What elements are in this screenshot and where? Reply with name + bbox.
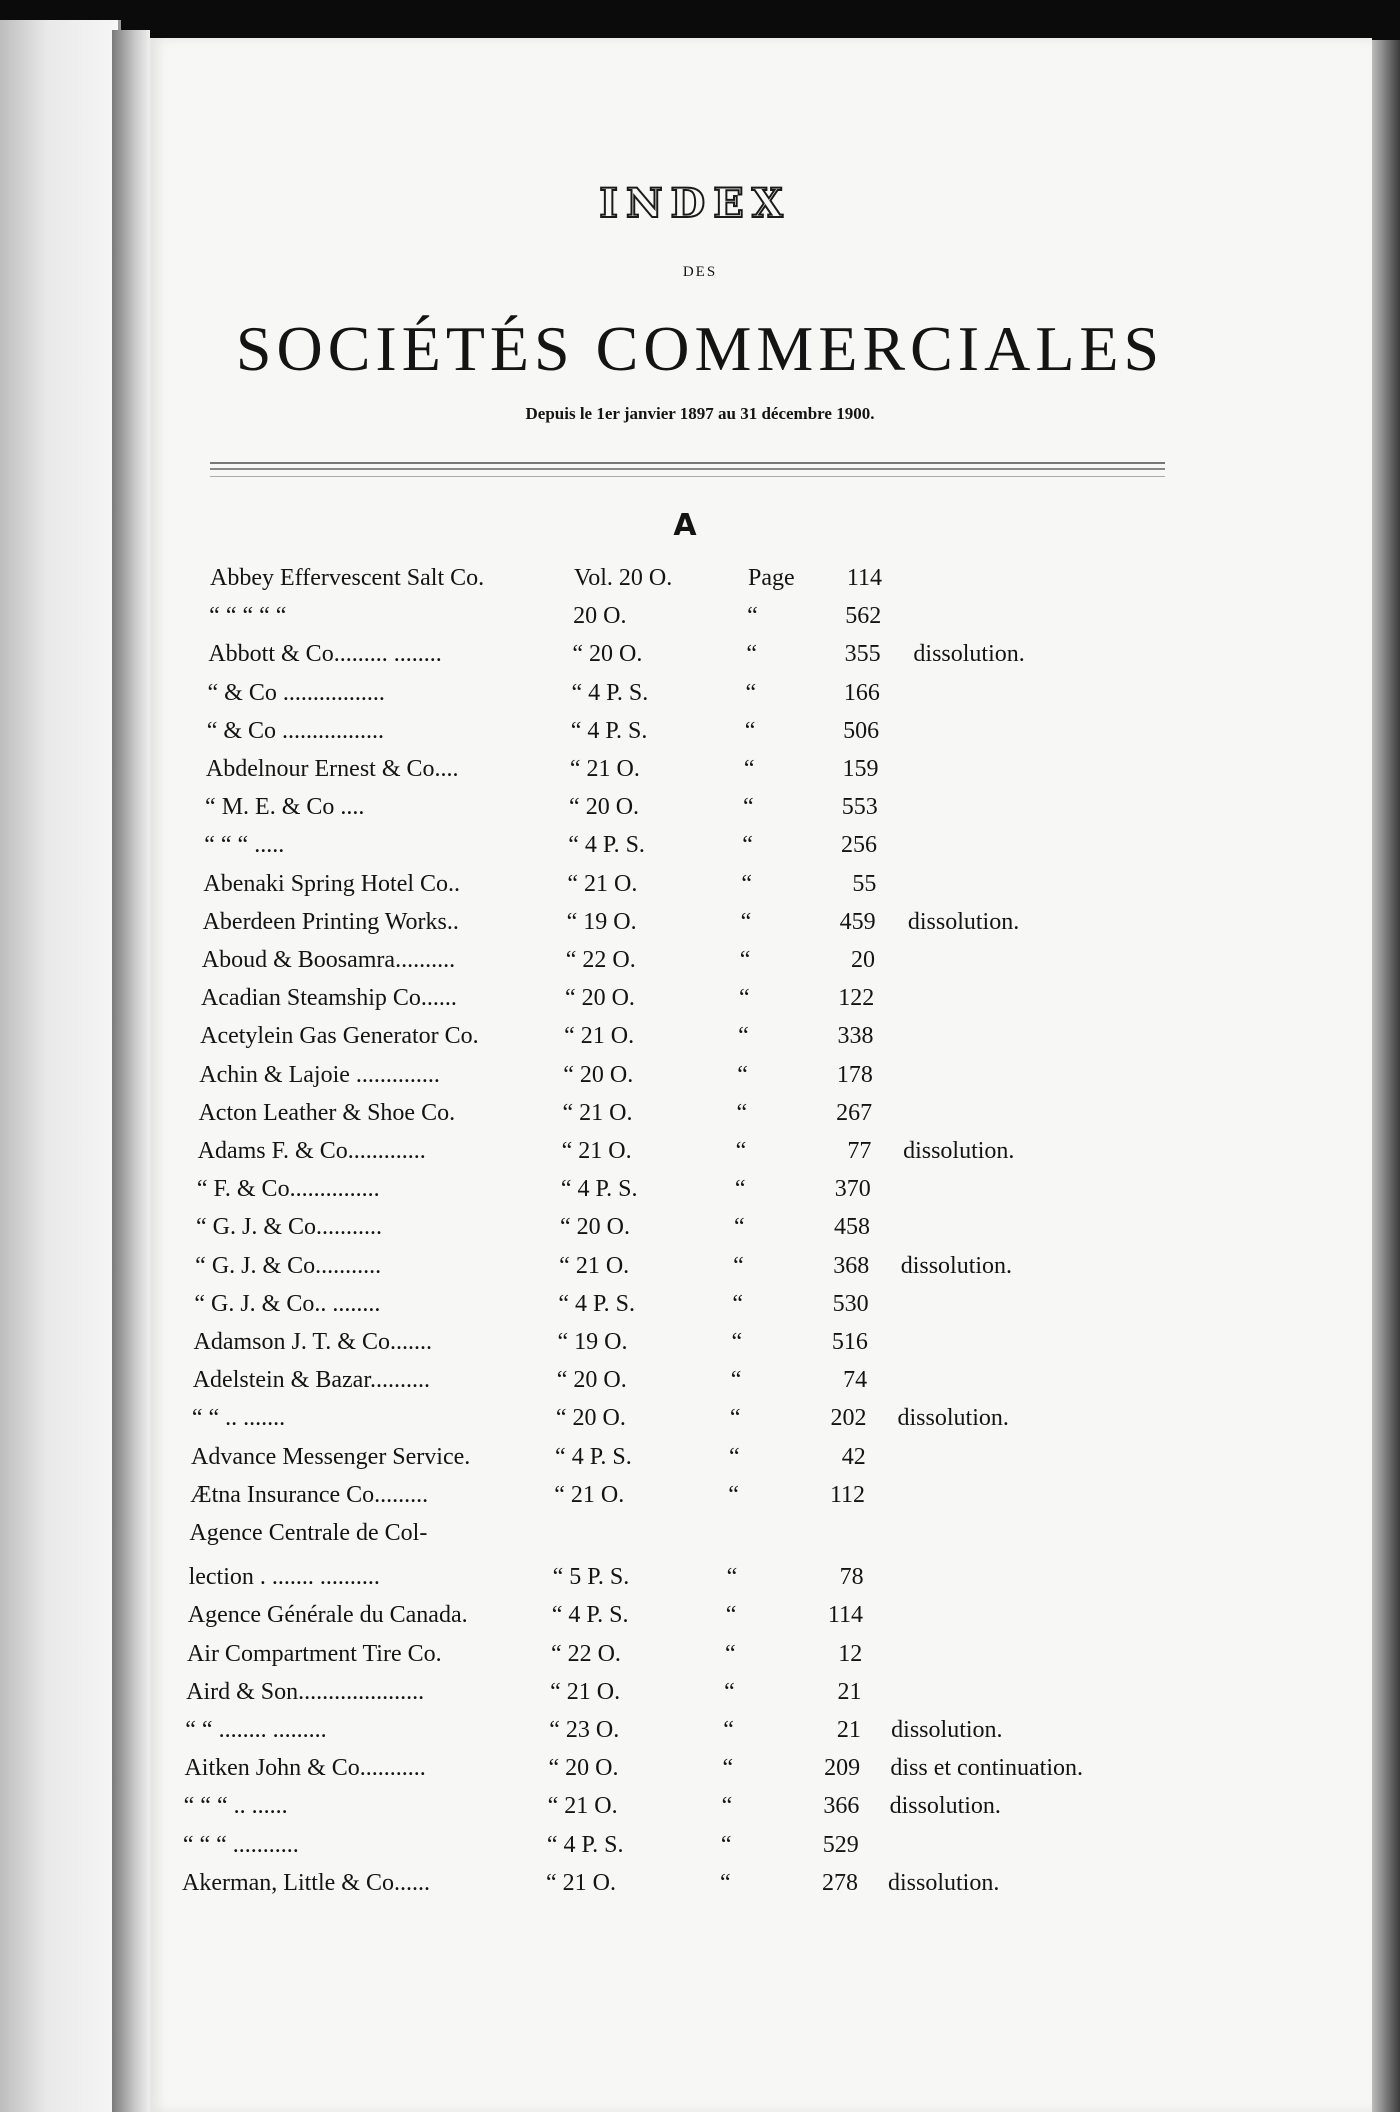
- entry-volume: “ 21 O.: [554, 1481, 625, 1508]
- entry-company-name: Aird & Son.....................: [186, 1678, 425, 1705]
- index-entry-row: [0, 909, 1100, 943]
- entry-page-number: 530: [832, 1290, 869, 1317]
- index-entry-row: [0, 641, 1100, 675]
- entry-volume: “ 4 P. S.: [551, 1602, 629, 1629]
- entry-page-number: 562: [845, 603, 882, 630]
- entry-page-number: 114: [846, 565, 882, 591]
- entry-note: dissolution.: [889, 1793, 1001, 1820]
- entry-page-label: “: [740, 908, 752, 935]
- entry-page-number: 209: [824, 1755, 861, 1782]
- entry-volume: “ 21 O.: [564, 1023, 635, 1050]
- entry-page-label: “: [723, 1717, 734, 1743]
- entry-company-name: Aitken John & Co...........: [184, 1755, 426, 1782]
- entry-company-name: “ “ .. .......: [191, 1405, 286, 1432]
- entry-company-name: Adams F. & Co.............: [197, 1138, 426, 1164]
- entry-page-label: “: [744, 717, 756, 744]
- entry-volume: “ 4 P. S.: [568, 832, 645, 859]
- entry-volume: “ 20 O.: [564, 985, 635, 1012]
- index-entry-row: [0, 1679, 1100, 1713]
- index-entry-row: [0, 1062, 1100, 1096]
- entry-volume: “ 4 P. S.: [558, 1290, 636, 1317]
- entry-page-label: “: [745, 679, 757, 706]
- entry-page-number: 77: [847, 1138, 872, 1164]
- entry-page-number: 12: [838, 1640, 863, 1667]
- entry-company-name: Acadian Steamship Co......: [200, 985, 457, 1012]
- index-entry-row: [0, 947, 1100, 981]
- entry-page-number: 74: [843, 1367, 868, 1394]
- entry-company-name: Adelstein & Bazar..........: [192, 1367, 430, 1394]
- entry-company-name: “ “ “ .....: [204, 832, 285, 859]
- entry-note: dissolution.: [900, 1252, 1013, 1279]
- entry-page-label: “: [733, 1252, 744, 1279]
- entry-page-label: “: [730, 1367, 742, 1394]
- index-entry-row: [0, 1717, 1100, 1751]
- entry-volume: “ 5 P. S.: [552, 1564, 630, 1591]
- index-entry-row: [0, 680, 1100, 714]
- index-entry-row: [0, 1564, 1100, 1598]
- entry-page-label: “: [720, 1831, 732, 1858]
- entry-volume: “ 21 O.: [546, 1869, 616, 1896]
- entry-volume: “ 20 O.: [569, 794, 640, 821]
- entry-page-number: 202: [830, 1405, 867, 1432]
- entry-company-name: “ “ “ “ “: [209, 603, 287, 630]
- entry-note: dissolution.: [903, 1138, 1015, 1164]
- entry-page-number: 516: [831, 1329, 868, 1355]
- entry-company-name: “ M. E. & Co ....: [205, 794, 365, 821]
- entry-company-name: Agence Générale du Canada.: [187, 1602, 468, 1629]
- entry-company-name: “ & Co .................: [206, 717, 385, 744]
- entry-company-name: Abbey Effervescent Salt Co.: [210, 565, 485, 591]
- entry-company-name: Aboud & Boosamra..........: [201, 947, 456, 973]
- entry-volume: “ 21 O.: [569, 756, 640, 782]
- entry-page-number: 368: [833, 1252, 870, 1279]
- entry-volume: 20 O.: [573, 603, 627, 630]
- entry-page-number: 112: [829, 1481, 866, 1508]
- entry-page-label: “: [737, 1061, 748, 1088]
- index-entry-row: [0, 1367, 1100, 1401]
- entry-volume: “ 20 O.: [572, 641, 643, 668]
- main-title: SOCIÉTÉS COMMERCIALES: [235, 313, 1165, 384]
- entry-volume: “ 19 O.: [557, 1329, 628, 1355]
- index-entry-row: [0, 1329, 1100, 1363]
- entry-note: dissolution.: [913, 641, 1025, 668]
- entry-company-name: Abbott & Co......... ........: [208, 641, 442, 668]
- entry-company-name: “ “ ........ .........: [185, 1717, 327, 1743]
- entry-page-label: “: [734, 1214, 745, 1241]
- entry-page-label: “: [728, 1481, 739, 1508]
- entry-page-number: 338: [837, 1023, 874, 1050]
- entry-company-name: “ G. J. & Co.. ........: [194, 1290, 381, 1317]
- entry-page-label: “: [732, 1290, 743, 1317]
- entry-volume: “ 21 O.: [550, 1678, 621, 1705]
- entry-page-number: 21: [837, 1678, 862, 1705]
- entry-page-label: “: [720, 1869, 731, 1896]
- entry-company-name: “ G. J. & Co...........: [196, 1214, 382, 1241]
- index-entry-row: [0, 1100, 1100, 1134]
- entry-page-number: 20: [850, 947, 875, 973]
- date-range-subtitle: Depuis le 1er janvier 1897 au 31 décembre 1900.: [525, 404, 875, 423]
- index-entry-row: [0, 1023, 1100, 1057]
- entry-volume: “ 20 O.: [548, 1755, 619, 1782]
- index-entry-row: [0, 1482, 1100, 1516]
- entry-page-label: “: [736, 1099, 748, 1126]
- entry-volume: “ 4 P. S.: [555, 1443, 632, 1470]
- entry-company-name: Adamson J. T. & Co.......: [193, 1329, 432, 1355]
- entry-page-number: 370: [834, 1176, 871, 1203]
- index-entry-row: [0, 794, 1100, 828]
- entry-volume: “ 22 O.: [565, 947, 636, 973]
- entry-volume: “ 20 O.: [556, 1367, 627, 1394]
- entry-company-name: Abenaki Spring Hotel Co..: [203, 870, 461, 897]
- entry-page-label: “: [729, 1443, 740, 1470]
- entry-page-number: 78: [839, 1564, 864, 1591]
- entry-company-name: “ & Co .................: [207, 679, 385, 706]
- entry-page-label: “: [724, 1640, 736, 1667]
- entry-volume: “ 4 P. S.: [560, 1176, 638, 1203]
- entry-company-name: “ G. J. & Co...........: [195, 1252, 382, 1279]
- index-entry-row: [0, 603, 1100, 637]
- index-entry-row: [0, 1214, 1100, 1248]
- entry-page-number: 21: [836, 1717, 861, 1743]
- entry-page-label: “: [743, 756, 755, 782]
- entry-company-name: Akerman, Little & Co......: [182, 1869, 430, 1896]
- index-entry-row: [0, 871, 1100, 905]
- index-entry-row: [0, 756, 1100, 790]
- entry-page-label: “: [743, 794, 754, 821]
- entry-note: diss et continuation.: [890, 1755, 1084, 1782]
- index-entry-row: [0, 1444, 1100, 1478]
- index-entry-row: [0, 1253, 1100, 1287]
- entry-volume: “ 23 O.: [549, 1717, 620, 1743]
- entry-page-number: 366: [823, 1793, 860, 1820]
- entry-volume: “ 4 P. S.: [570, 717, 648, 744]
- entry-page-number: 178: [836, 1061, 873, 1088]
- index-entry-row: [0, 1870, 1100, 1904]
- index-entry-row: [0, 1832, 1100, 1866]
- index-entry-row: [0, 832, 1100, 866]
- entry-page-number: 42: [841, 1443, 866, 1470]
- index-heading: INDEX: [599, 180, 791, 227]
- entry-page-label: “: [722, 1755, 734, 1782]
- entry-page-number: 278: [822, 1869, 858, 1896]
- entry-volume: “ 21 O.: [561, 1138, 632, 1164]
- entry-page-number: 267: [836, 1099, 873, 1126]
- entry-page-label: “: [747, 603, 758, 630]
- section-letter: A: [673, 508, 697, 543]
- entry-page-label: “: [731, 1329, 743, 1355]
- entry-volume: “ 19 O.: [566, 908, 637, 935]
- entry-page-label: “: [735, 1138, 747, 1164]
- entry-page-label: “: [746, 641, 757, 668]
- entry-company-name: Abdelnour Ernest & Co....: [205, 756, 459, 782]
- entry-page-label: “: [738, 985, 750, 1012]
- entry-page-label: “: [724, 1678, 735, 1705]
- entry-company-name: lection . ....... ..........: [188, 1564, 380, 1591]
- entry-company-name: Ætna Insurance Co.........: [190, 1481, 429, 1508]
- index-entry-row: [0, 1291, 1100, 1325]
- index-entry-row: [0, 1138, 1100, 1172]
- entry-page-number: 458: [834, 1214, 870, 1241]
- index-entry-row: [0, 565, 1100, 599]
- index-entry-row: [0, 1641, 1100, 1675]
- entry-page-number: 55: [852, 870, 877, 897]
- entry-company-name: Acton Leather & Shoe Co.: [198, 1099, 456, 1126]
- entry-company-name: Aberdeen Printing Works..: [202, 908, 459, 935]
- entry-page-label: “: [726, 1564, 738, 1591]
- entry-page-label: “: [738, 1023, 749, 1050]
- entry-company-name: “ “ “ ...........: [182, 1831, 299, 1858]
- entry-volume: “ 22 O.: [550, 1640, 621, 1667]
- index-entry-row: [0, 1405, 1100, 1439]
- entry-page-number: 553: [841, 794, 878, 821]
- entry-company-name: “ F. & Co...............: [196, 1176, 380, 1203]
- entry-page-number: 256: [841, 832, 878, 859]
- entry-volume: “ 20 O.: [555, 1405, 626, 1432]
- entry-volume: “ 21 O.: [559, 1252, 630, 1279]
- entry-company-name: Air Compartment Tire Co.: [186, 1640, 442, 1667]
- index-entry-row: [0, 1520, 1100, 1554]
- index-entry-row: [0, 985, 1100, 1019]
- entry-company-name: Advance Messenger Service.: [191, 1443, 471, 1470]
- entry-page-label: Page: [748, 565, 795, 591]
- entry-note: dissolution.: [907, 908, 1020, 935]
- entry-volume: “ 21 O.: [547, 1793, 618, 1820]
- entry-volume: “ 21 O.: [567, 870, 638, 897]
- index-entry-row: [0, 1176, 1100, 1210]
- entry-company-name: Acetylein Gas Generator Co.: [200, 1023, 479, 1050]
- index-entry-row: [0, 1602, 1100, 1636]
- des-label: DES: [682, 264, 718, 280]
- entry-volume: “ 20 O.: [563, 1061, 634, 1088]
- entry-volume: “ 4 P. S.: [571, 679, 649, 706]
- entry-page-label: “: [739, 947, 751, 973]
- entry-page-number: 506: [843, 717, 880, 744]
- entry-note: dissolution.: [897, 1405, 1009, 1432]
- entry-note: dissolution.: [888, 1869, 1000, 1896]
- index-entry-row: [0, 1755, 1100, 1789]
- index-entry-row: [0, 1793, 1100, 1827]
- entry-page-label: “: [742, 832, 753, 859]
- entry-volume: “ 20 O.: [560, 1214, 630, 1241]
- entry-page-label: “: [721, 1793, 733, 1820]
- entry-company-name: “ “ “ .. ......: [183, 1793, 288, 1820]
- entry-note: dissolution.: [891, 1717, 1003, 1743]
- entry-page-label: “: [741, 870, 753, 897]
- entry-page-label: “: [734, 1176, 746, 1203]
- entry-page-number: 159: [842, 756, 879, 782]
- index-entry-row: [0, 718, 1100, 752]
- entry-page-number: 459: [839, 908, 876, 935]
- entry-page-number: 122: [838, 985, 875, 1012]
- entry-company-name: Achin & Lajoie ..............: [199, 1061, 440, 1088]
- entry-page-label: “: [725, 1602, 737, 1629]
- entry-company-name: Agence Centrale de Col-: [189, 1520, 428, 1546]
- entry-page-number: 355: [844, 641, 881, 668]
- entry-volume: Vol. 20 O.: [574, 565, 673, 591]
- entry-volume: “ 4 P. S.: [546, 1831, 624, 1858]
- entry-page-label: “: [729, 1405, 741, 1432]
- entry-volume: “ 21 O.: [562, 1099, 633, 1126]
- entry-page-number: 114: [827, 1602, 863, 1629]
- entry-page-number: 166: [843, 679, 880, 706]
- entry-page-number: 529: [822, 1831, 859, 1858]
